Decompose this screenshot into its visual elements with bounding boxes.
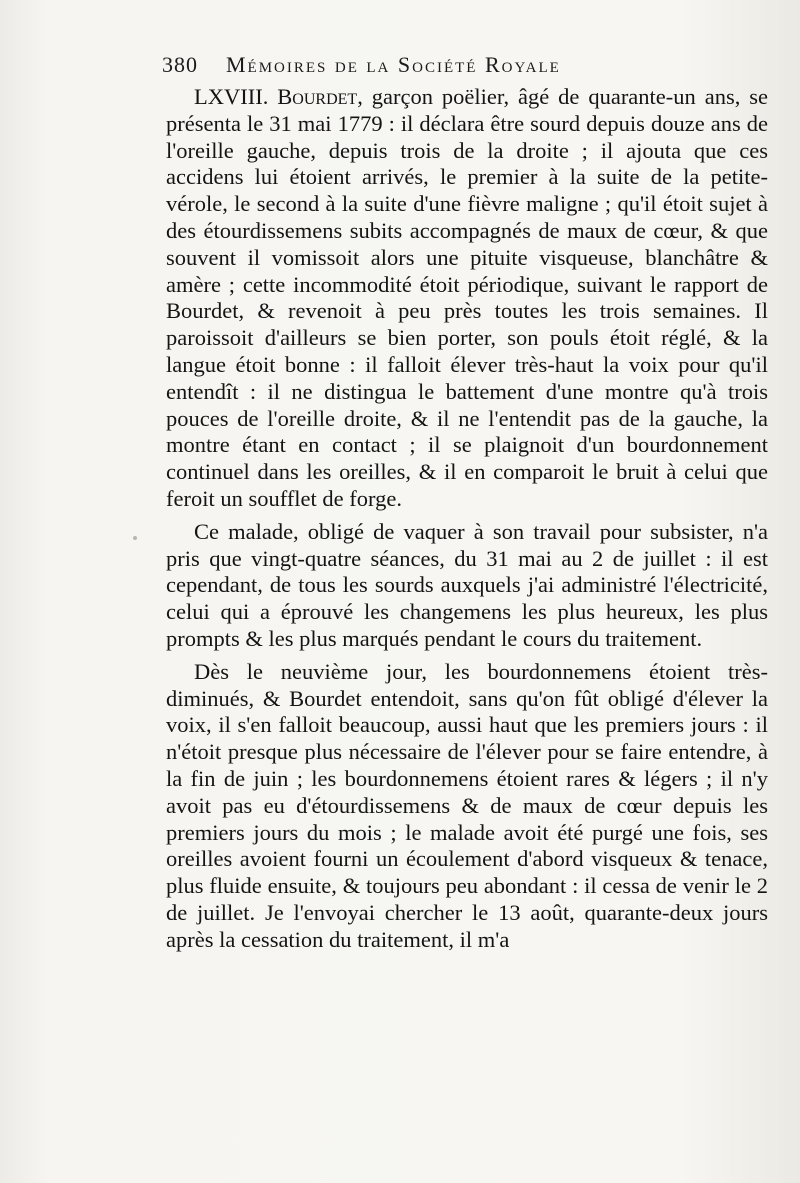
body-text	[166, 84, 768, 954]
case-number: LXVIII.	[194, 84, 269, 109]
running-head	[162, 52, 722, 78]
paragraph-text: , garçon poëlier, âgé de quarante-un ans, se présenta le 31 mai 1779 : il déclara être sourd depuis douze ans de l'oreille gauche, depuis trois de la droite ; il ajouta que ces accidens lui étoient arrivés, le premier à la suite de la petite-vérole, le second à la suite d'une fièvre maligne ; qu'il étoit sujet à des étourdissemens subits accompagnés de maux de cœur, & que souvent il vomissoit alors une pituite visqueuse, blanchâtre & amère ; cette incommodité étoit périodique, suivant le rapport de Bourdet, & revenoit à peu près toutes les trois semaines. Il paroissoit d'ailleurs se bien porter, son pouls étoit réglé, & la langue étoit bonne : il falloit élever très-haut la voix pour qu'il entendît : il ne distingua le battement d'une montre qu'à trois pouces de l'oreille droite, & il ne l'entendit pas de la gauche, la montre étant en contact ; il se plaignoit d'un bourdonnement continuel dans les oreilles, & il en comparoit le bruit à celui que feroit un soufflet de forge.	[166, 84, 768, 511]
paragraph-case-lxviii	[166, 84, 768, 513]
patient-name: Bourdet	[277, 84, 358, 109]
running-head-title: Mémoires de la Société Royale	[226, 52, 561, 77]
paragraph-treatment: Ce malade, obligé de vaquer à son travail pour subsister, n'a pris que vingt-quatre séances, du 31 mai au 2 de juillet : il est cependant, de tous les sourds auxquels j'ai administré l'électricité, celui qui a éprouvé les changemens les plus heureux, les plus prompts & les plus marqués pendant le cours du traitement.	[166, 518, 768, 651]
paragraph-progress: Dès le neuvième jour, les bourdonnemens étoient très-diminués, & Bourdet entendoit, sans qu'on fût obligé d'élever la voix, il s'en falloit beaucoup, aussi haut que les premiers jours : il n'étoit presque plus nécessaire de l'élever pour se faire entendre, à la fin de juin ; les bourdonnemens étoient rares & légers ; il n'y avoit pas eu d'étourdissemens & de maux de cœur depuis les premiers jours du mois ; le malade avoit été purgé une fois, ses oreilles avoient fourni un écoulement d'abord visqueux & tenace, plus fluide ensuite, & toujours peu abondant : il cessa de venir le 2 de juillet. Je l'envoyai chercher le 13 août, quarante-deux jours après la cessation du traitement, il m'a	[166, 658, 768, 952]
page-number: 380	[162, 52, 198, 77]
paper-speck	[133, 536, 137, 540]
